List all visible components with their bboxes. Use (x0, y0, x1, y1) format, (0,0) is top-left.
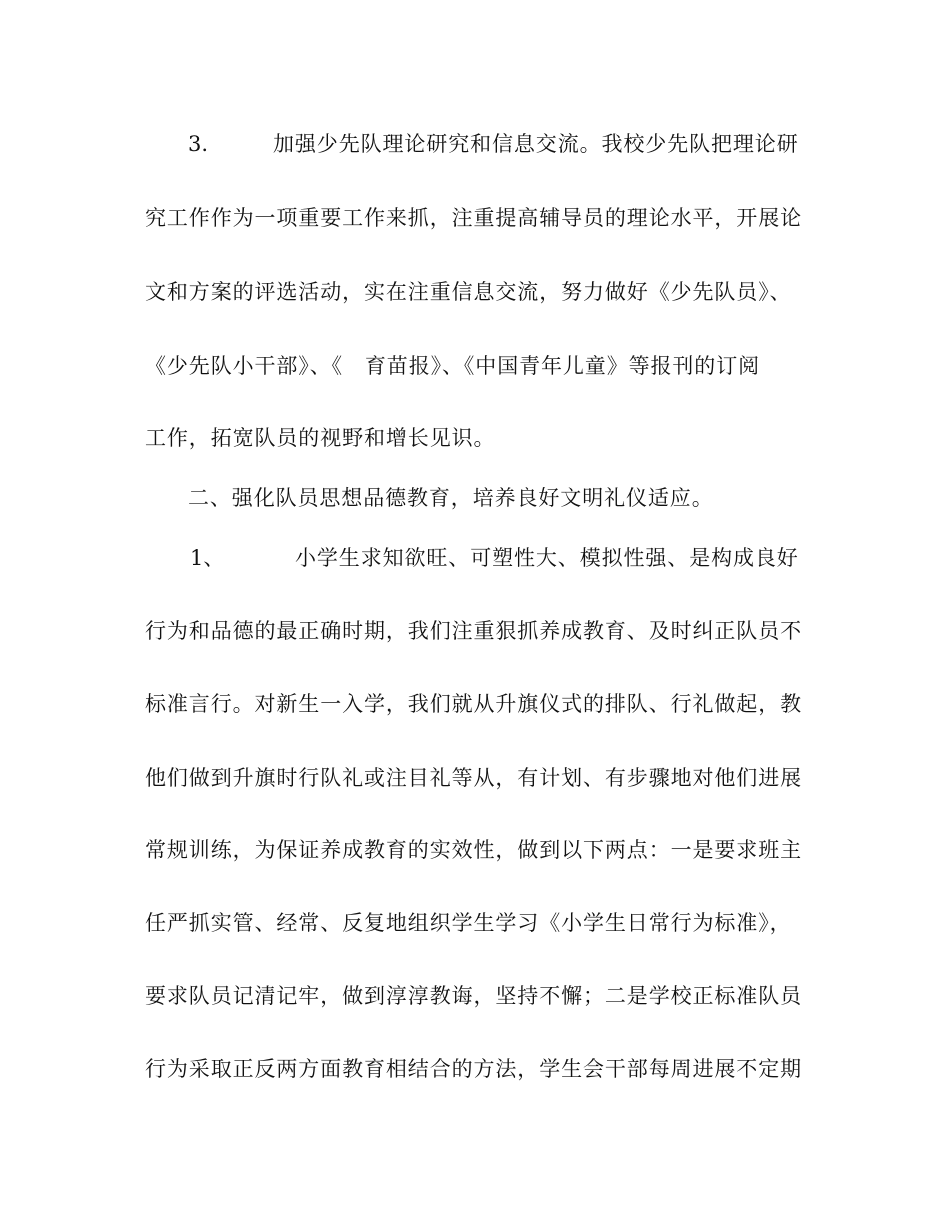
para2-line-7: 行为采取正反两方面教育相结合的方法，学生会干部每周进展不定期 (145, 1057, 802, 1081)
para2-line-4: 常规训练，为保证养成教育的实效性，做到以下两点：一是要求班主 (145, 838, 802, 862)
para2-line-1: 行为和品德的最正确时期，我们注重狠抓养成教育、及时纠正队员不 (145, 619, 802, 643)
para1-line-4: 工作，拓宽队员的视野和增长见识。 (145, 426, 496, 450)
para1-line-2: 文和方案的评选活动，实在注重信息交流，努力做好《少先队员》、 (145, 280, 792, 304)
para2-line-6: 要求队员记清记牢，做到淳淳教诲，坚持不懈；二是学校正标准队员 (145, 984, 802, 1008)
para1-first-line: 加强少先队理论研究和信息交流。我校少先队把理论研 (273, 132, 799, 156)
para2-number: 1、 (190, 546, 225, 570)
para2-first-line: 小学生求知欲旺、可塑性大、模拟性强、是构成良好 (295, 546, 799, 570)
para1-line-1: 究工作作为一项重要工作来抓，注重提高辅导员的理论水平，开展论 (145, 206, 802, 230)
para1-line-3: 《少先队小干部》、《 育苗报》、《中国青年儿童》等报刊的订阅 (145, 354, 760, 378)
para2-line-5: 任严抓实管、经常、反复地组织学生学习《小学生日常行为标准》， (145, 911, 792, 935)
para2-line-3: 他们做到升旗时行队礼或注目礼等从，有计划、有步骤地对他们进展 (145, 766, 802, 790)
para1-number: 3. (188, 132, 209, 156)
section-heading: 二、强化队员思想品德教育，培养良好文明礼仪适应。 (188, 486, 714, 510)
para2-line-2: 标准言行。对新生一入学，我们就从升旗仪式的排队、行礼做起，教 (145, 692, 802, 716)
